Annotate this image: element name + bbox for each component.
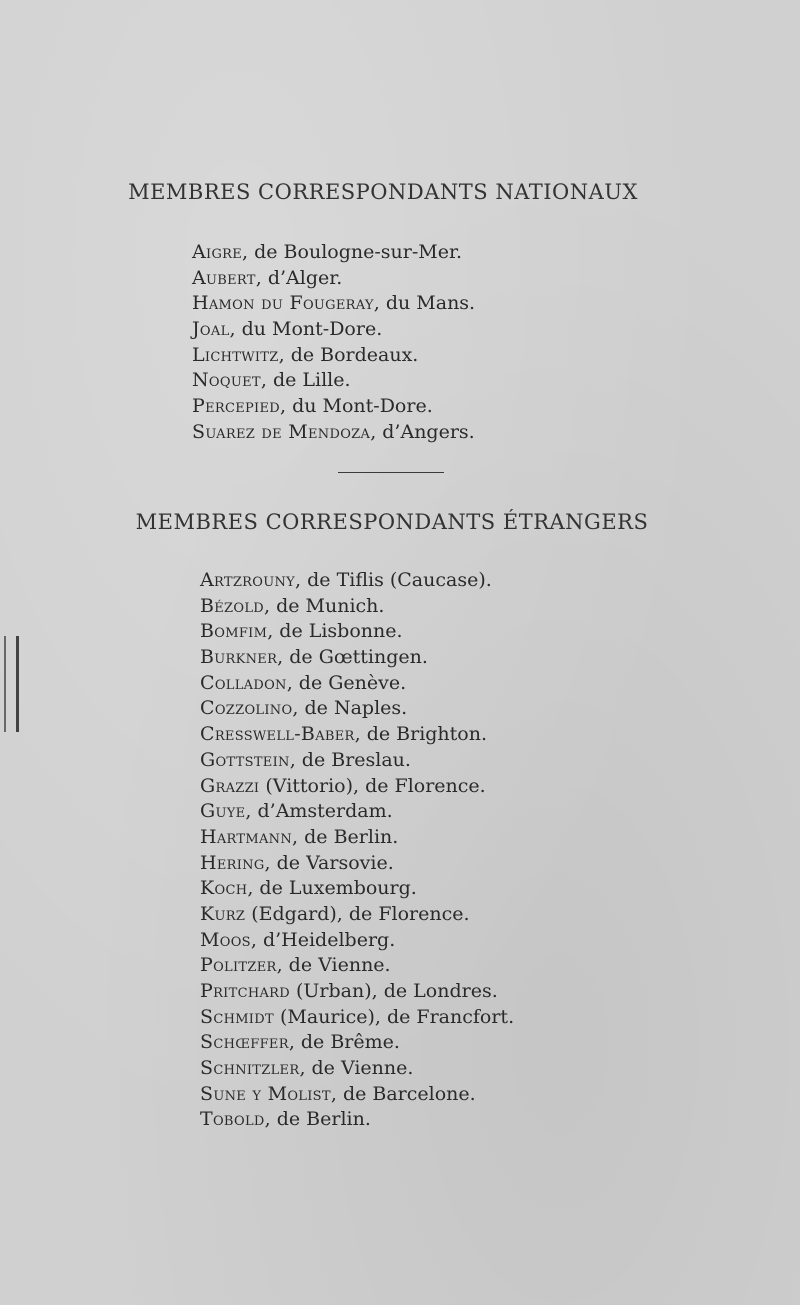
member-entry [200, 594, 514, 620]
member-name: Lichtwitz [192, 343, 279, 366]
member-location: , de Brighton. [354, 723, 488, 746]
member-location: (Edgard), de Florence. [245, 902, 470, 925]
member-name: Noquet [192, 369, 261, 392]
member-entry [200, 671, 514, 697]
member-entry [200, 722, 514, 748]
member-entry [200, 774, 514, 800]
member-entry [200, 979, 514, 1005]
member-entry [192, 394, 475, 420]
member-location: , de Vienne. [276, 954, 391, 977]
member-name: Artzrouny [200, 569, 296, 591]
member-location: , de Lisbonne. [267, 620, 403, 643]
member-name: Percepied [192, 395, 280, 418]
member-location: , de Berlin. [292, 825, 399, 848]
member-entry [200, 1005, 514, 1031]
member-name: Kurz [200, 902, 246, 925]
member-location: , de Genève. [286, 671, 407, 694]
member-name: Politzer [200, 954, 277, 977]
member-location: , de Tiflis (Caucase). [295, 569, 492, 591]
member-name: Schœffer [200, 1031, 289, 1054]
member-location: , d’Alger. [255, 266, 343, 289]
member-name: Moos [200, 928, 251, 951]
member-name: Schmidt [200, 1005, 274, 1028]
member-entry [192, 291, 475, 317]
member-location: , de Berlin. [264, 1108, 371, 1131]
section-heading-nationaux: MEMBRES CORRESPONDANTS NATIONAUX [128, 180, 638, 204]
member-name: Koch [200, 877, 248, 900]
member-location: , de Munich. [264, 594, 385, 617]
member-entry [200, 851, 514, 877]
member-name: Grazzi [200, 774, 260, 797]
member-location: , d’Angers. [370, 420, 475, 443]
member-location: , de Brême. [288, 1031, 400, 1054]
member-location: , du Mont-Dore. [229, 318, 383, 341]
member-entry [192, 343, 475, 369]
member-name: Suarez de Mendoza [192, 420, 371, 443]
member-name: Pritchard [200, 980, 290, 1002]
member-name: Bomfim [200, 620, 268, 643]
member-entry [192, 368, 475, 394]
member-name: Hartmann [200, 825, 293, 848]
member-entry [200, 748, 514, 774]
member-location: , de Boulogne-sur-Mer. [242, 241, 462, 263]
member-name: Aubert [192, 266, 256, 289]
member-location: , de Breslau. [289, 748, 411, 771]
member-name: Hering [200, 851, 265, 874]
member-location: , de Varsovie. [264, 851, 394, 874]
member-entry [200, 696, 514, 722]
member-entry [200, 799, 514, 825]
member-entry [200, 568, 514, 594]
member-name: Cozzolino [200, 697, 293, 720]
member-location: (Vittorio), de Florence. [259, 774, 486, 797]
member-name: Guye [200, 800, 246, 823]
member-location: , de Barcelone. [330, 1082, 476, 1105]
member-location: , de Bordeaux. [278, 343, 419, 366]
section-divider [338, 472, 444, 473]
member-name: Aigre [192, 241, 243, 263]
member-name: Bézold [200, 594, 264, 617]
member-entry [192, 317, 475, 343]
member-entry [200, 876, 514, 902]
member-name: Hamon du Fougeray [192, 292, 374, 315]
member-name: Tobold [200, 1108, 265, 1131]
member-location: , de Luxembourg. [247, 877, 417, 900]
member-location: , de Lille. [260, 369, 351, 392]
member-entry [200, 1107, 514, 1133]
member-location: , de Naples. [292, 697, 408, 720]
member-name: Burkner [200, 646, 278, 669]
member-name: Gottstein [200, 748, 290, 771]
member-name: Schnitzler [200, 1057, 300, 1080]
member-name: Cresswell-Baber [200, 723, 355, 746]
member-entry [200, 1056, 514, 1082]
member-entry [192, 266, 475, 292]
member-entry [200, 1082, 514, 1108]
member-entry [200, 902, 514, 928]
member-entry [200, 1030, 514, 1056]
member-name: Sune y Molist [200, 1082, 331, 1105]
section-heading-etrangers: MEMBRES CORRESPONDANTS ÉTRANGERS [135, 510, 649, 534]
member-location: , du Mont-Dore. [280, 395, 433, 418]
binding-edge-mark [4, 636, 19, 732]
member-entry [192, 420, 475, 446]
member-list-nationaux [192, 240, 475, 446]
member-location: , de Vienne. [299, 1057, 414, 1080]
member-location: , de Gœttingen. [277, 646, 428, 669]
member-location: , du Mans. [373, 292, 476, 315]
member-location: (Maurice), de Francfort. [273, 1005, 515, 1028]
member-entry [192, 240, 475, 266]
member-entry [200, 953, 514, 979]
member-entry [200, 928, 514, 954]
member-entry [200, 645, 514, 671]
member-location: , d’Amsterdam. [245, 800, 393, 823]
member-entry [200, 619, 514, 645]
member-name: Joal [192, 318, 230, 341]
member-entry [200, 825, 514, 851]
member-location: (Urban), de Londres. [289, 980, 498, 1002]
member-location: , d’Heidelberg. [250, 928, 396, 951]
member-name: Colladon [200, 671, 287, 694]
member-list-etrangers [200, 568, 514, 1133]
